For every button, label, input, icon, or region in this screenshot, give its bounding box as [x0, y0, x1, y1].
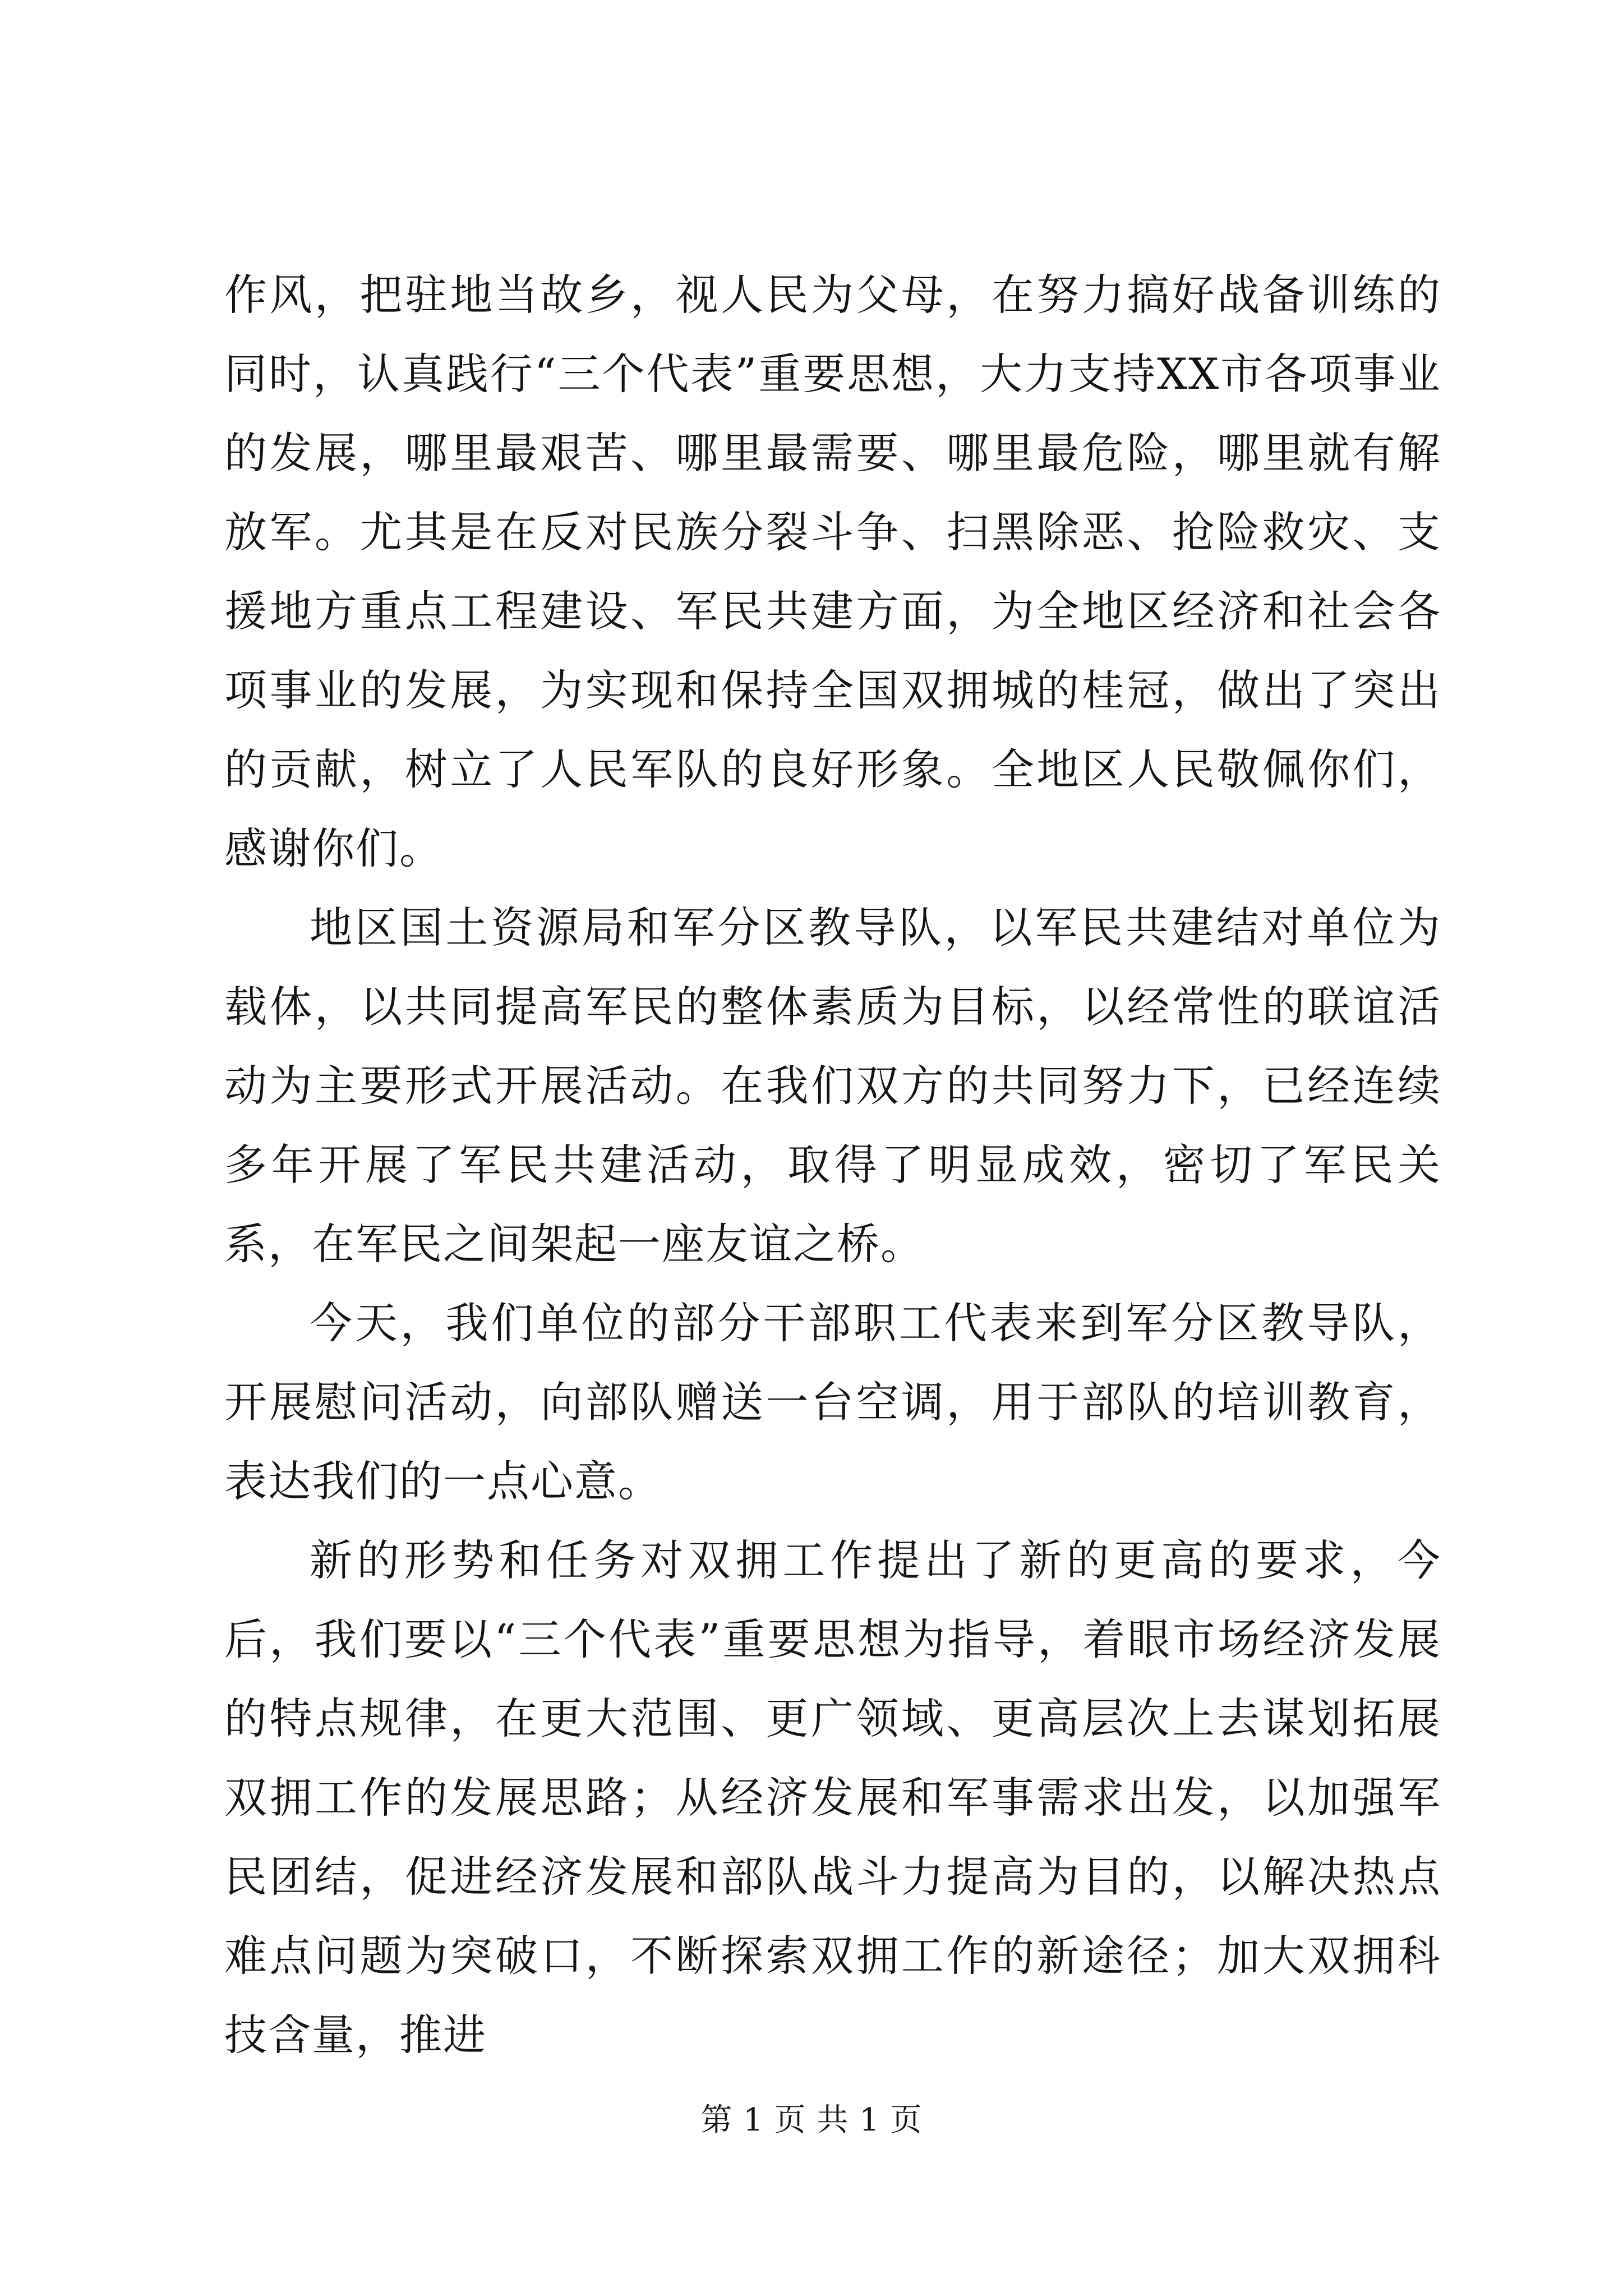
paragraph-1: 作风，把驻地当故乡，视人民为父母，在努力搞好战备训练的同时，认真践行“三个代表”重要思想，大力支持XX市各项事业的发展，哪里最艰苦、哪里最需要、哪里最危险，哪里就有解放军。尤其是在反对民族分裂斗争、扫黑除恶、抢险救灾、支援地方重点工程建设、军民共建方面，为全地区经济和社会各项事业的发展，为实现和保持全国双拥城的桂冠，做出了突出的贡献，树立了人民军队的良好形象。全地区人民敬佩你们，感谢你们。 — [224, 270, 1441, 873]
page-number-footer: 第 1 页 共 1 页 — [700, 2102, 923, 2138]
paragraph-4: 新的形势和任务对双拥工作提出了新的更高的要求，今后，我们要以“三个代表”重要思想为指导，着眼市场经济发展的特点规律，在更大范围、更广领域、更高层次上去谋划拓展双拥工作的发展思路；从经济发展和军事需求出发，以加强军民团结，促进经济发展和部队战斗力提高为目的，以解决热点难点问题为突破口，不断探索双拥工作的新途径；加大双拥科技含量，推进 — [224, 1535, 1441, 2060]
paragraph-3: 今天，我们单位的部分干部职工代表来到军分区教导队，开展慰问活动，向部队赠送一台空调，用于部队的培训教育，表达我们的一点心意。 — [224, 1298, 1441, 1506]
paragraph-2: 地区国土资源局和军分区教导队，以军民共建结对单位为载体，以共同提高军民的整体素质为目标，以经常性的联谊活动为主要形式开展活动。在我们双方的共同努力下，已经连续多年开展了军民共建活动，取得了明显成效，密切了军民关系，在军民之间架起一座友谊之桥。 — [224, 903, 1441, 1269]
document-body — [224, 255, 1441, 2074]
